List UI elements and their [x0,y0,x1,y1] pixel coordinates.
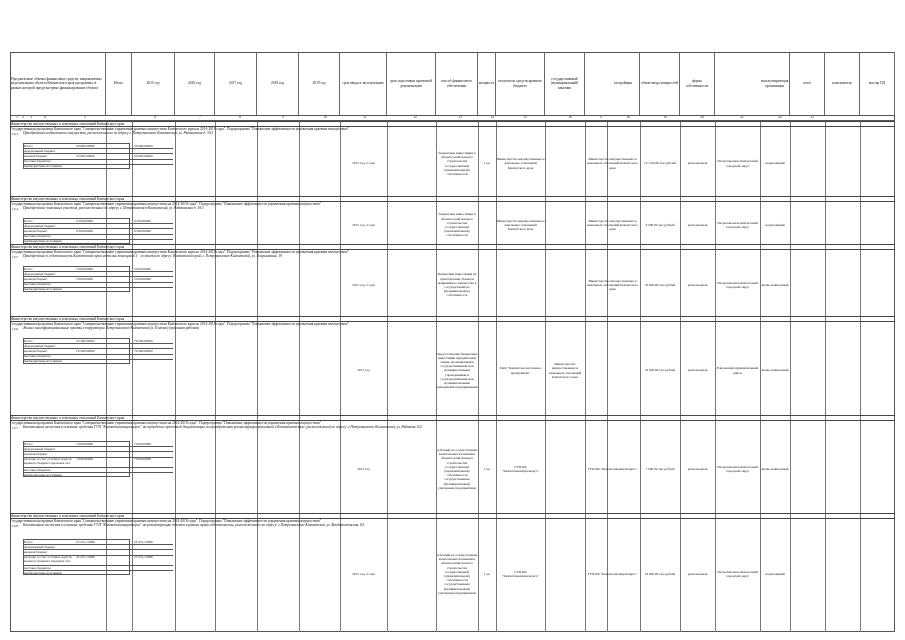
volume-cell: 33 000,00 тыс.рублей [644,571,676,576]
finance-row-label: расходы за счет остатков средств краевого бюджета прошлых лет [24,555,72,564]
finance-row-label: Итого [24,539,33,544]
builder-cell: ГУП КК "Камчатсккоммунэнерго" [587,571,638,576]
finance-row-2015: 50 600,00000 [134,143,153,148]
finance-row-total: 7 000,00000 [76,441,93,446]
finance-row-label: краевой бюджет [24,228,48,233]
finance-row-label: Итого [24,218,33,223]
item-number: 13.4 [12,207,18,211]
finance-row-2015: 9 500,00000 [134,218,151,223]
capacity-cell: 1 ед. [483,571,491,576]
ministry-heading: Министерство имущественных и земельных отношений Камчатского края [10,415,895,420]
finance-row-rule [23,354,173,355]
column-header: Итого [106,52,132,115]
report-cell: вновь начинаемый [761,282,789,287]
builder-cell: ГУП КК "Камчатсккоммунэнерго" [587,466,638,471]
builder-cell: Министерство имущественных и земельных отношений Камчатского края [586,278,639,292]
capacity-cell [478,328,496,413]
finance-row-label: внебюджетные источники [24,570,62,575]
volume-cell: 9 500,00 тыс.рублей [645,222,675,227]
term-cell: 2015 год, 2 года [352,161,375,166]
finance-row-2015: 23 251,14586 [134,539,153,544]
finance-row-rule [23,164,173,165]
column-header: мастер ПД [860,52,895,115]
operator-cell: Петропавловск-Камчатский городской округ [717,464,758,473]
finance-row-rule [23,549,173,550]
finance-row-rule [23,555,173,556]
column-number: 5 [84,115,86,119]
column-header: форма собственности [680,52,715,115]
finance-row-total: 5 000,00000 [76,266,93,271]
finance-row-label: местные бюджеты [24,282,51,287]
column-number: 13 [458,115,462,119]
finance-row-label: местные бюджеты [24,565,51,570]
ownership-cell: региональная [687,161,708,166]
finance-row-rule [23,348,173,349]
volume-cell: 111 100,00 тыс.рублей [644,161,676,166]
volume-cell: 70 000,00 тыс.рублей [644,282,676,287]
financing-method-cell: Предоставление бюджетных инвестиций юридическим лицам, не являющимся государственными или муниципальными учреждениями и государственными или муниципальными унитарными предприятиями [436,351,478,390]
object-title: Жилые многофункциональные пункты в территории Петропавловск-Камчатский (г. Елизово) (приемная рабочая) [23,326,200,330]
operator-cell: Петропавловск-Камчатский городской округ [717,220,758,229]
finance-row-2015: 79 500,00000 [134,338,153,343]
column-number: 9 [282,115,284,119]
finance-row-rule [23,153,173,154]
operator-cell: Петропавловск-Камчатский городской округ [717,280,758,289]
finance-row-label: федеральный бюджет [24,271,56,276]
finance-row-rule [23,239,173,240]
object-title: Капитальные вложения в основные средства ГУП "Камчатсккоммунэнерго" на реконструкцию объекта в рамках права собственности, расположенного по адресу: г.Петропавловск-Камчатский, ул. Владивостокская, 6/1 [23,523,365,527]
finance-row-rule [23,228,173,229]
finance-row-label: федеральный бюджет [24,148,56,153]
item-number: 13.5 [12,255,18,259]
report-cell: вновь начинаемый [761,368,789,373]
program-heading: Государственная программа Камчатского края "Совершенствование управления краевым имуществом на 2014-2018 годы". Подпрограмма "Повышение эффективности управления краевым имуществом" [10,518,895,523]
column-number: 16 [568,115,572,119]
finance-row-2015: 23 251,14586 [134,555,153,560]
ministry-heading: Министерство имущественных и земельных отношений Камчатского края [10,121,895,126]
column-number: 11 [363,115,367,119]
recipient-cell: Министерство имущественных и земельных отношений Камчатского края [496,157,545,170]
finance-row-label: внебюджетные источники [24,287,62,292]
column-number: 7 [199,115,201,119]
finance-row-label: Итого [24,338,33,343]
builder-cell [585,328,640,413]
financing-method-cell: субсидии на осуществление капитальных вложений в объекты капитального строительства государственной (муниципальной) собственности государственным (муниципальным) унитарным предприятиям [436,552,478,595]
term-cell: 2015 год, 2 года [352,222,375,227]
column-header: получатель средств краевого бюджета [496,52,545,115]
term-cell: 2015 год, 2 года [352,282,375,287]
recipient-cell: ГУП КК "Камчатсккоммунэнерго" [502,464,539,473]
ownership-cell: региональная [687,466,708,471]
finance-row-label: Итого [24,143,33,148]
column-header: отчет [790,52,825,115]
finance-row-total: 9 500,00000 [76,228,93,233]
financing-method-cell: бюджетные инвестиции в объекты капитального строительства государственной (муниципальной) собственности [438,212,476,238]
finance-row-total: 50 600,00000 [76,153,95,158]
object-title: Приобретение недвижимого имущества, расположенного по адресу г. Петропавловск-Камчатский, ул. Рябиковская д. 30/1 [23,131,214,135]
column-header: застройщик [607,52,640,115]
ownership-cell: региональная [687,368,708,373]
finance-row-rule [23,271,173,272]
finance-row-rule [23,457,173,458]
finance-row-label: местные бюджеты [24,354,51,359]
finance-row-rule [23,451,173,452]
finance-row-rule [23,276,173,277]
report-cell: переходящий [765,571,785,576]
finance-row-label: краевой бюджет [24,153,48,158]
finance-row-rule [23,467,173,468]
finance-row-2015: 5 000,00000 [134,276,151,281]
column-number: 20 [700,115,704,119]
finance-row-rule [23,446,173,447]
finance-row-label: местные бюджеты [24,234,51,239]
term-cell: 2015 год [357,466,370,471]
item-number: 13.6 [12,327,18,331]
finance-row-total: 79 500,00000 [76,348,95,353]
finance-row-label: краевой бюджет [24,549,48,554]
column-header: эксплуатирующая организация [760,52,790,115]
column-header: объем ввода мощностей [640,52,680,115]
column-header: государственный (муниципальный) заказчик [545,52,585,115]
column-number: 15 [523,115,527,119]
finance-row-label: федеральный бюджет [24,223,56,228]
program-heading: Государственная программа Камчатского края "Совершенствование управления краевым имуществом на 2014-2018 годы". Подпрограмма "Повышение эффективности управления краевым имуществом" [10,420,895,425]
ownership-cell: региональная [687,282,708,287]
customer-cell: Министерство имущественных и земельных отношений Камчатского края [548,362,582,379]
column-header: 2017 год [215,52,257,115]
finance-row-label: расходы за счет остатков средств краевого бюджета прошлых лет [24,457,72,466]
recipient-cell: Министерство имущественных и земельных отношений Камчатского края [496,218,545,232]
ministry-heading: Министерство имущественных и земельных отношений Камчатского края [10,316,895,321]
column-number: 21 [740,115,744,119]
finance-row-2015: 50 600,00000 [134,153,153,158]
finance-row-rule [23,343,173,344]
column-number: 4 [44,115,46,119]
header-rule [10,115,895,116]
column-number: 3 [30,115,32,119]
column-number: 23 [810,115,814,119]
program-heading: Государственная программа Камчатского края "Совершенствование управления краевым имуществом Камчатского края на 2014-2018 годы". Подпрограмма "Повышение эффективности управления краевым имуществом" [10,126,895,131]
finance-row-label: внебюджетные источники [24,359,62,364]
capacity-cell [478,256,496,314]
operator-cell: Петропавловск-Камчатский городской округ [717,569,758,578]
volume-cell: 7 000,00 тыс.рублей [645,466,675,471]
column-header: пользователь [825,52,860,115]
column-number: 18 [626,115,630,119]
column-number: 17 [599,115,603,119]
term-cell: 2015 год [357,368,370,373]
object-title: Приобретение земельных участков, расположенных по адресу г. Петропавловск-Камчатский, ул. Рябиковская д. 30/1 [23,206,204,210]
finance-row-rule [23,472,173,473]
volume-cell: 79 500,00 тыс.рублей [644,368,676,373]
column-number: 12 [413,115,417,119]
financing-method-cell: бюджетные инвестиции на приобретение объектов недвижимого имущества в государственную (муниципальную) собственность [437,272,477,298]
column-header: срок ввода в эксплуатацию [340,52,387,115]
report-cell: вновь начинаемый [761,466,789,471]
finance-row-label: краевой бюджет [24,276,48,281]
financing-method-cell: субсидии на осуществление капитальных вложений в объекты капитального строительства государственной (муниципальной) собственности государственным (муниципальным) унитарным предприятиям [436,447,478,490]
finance-row-label: федеральный бюджет [24,343,56,348]
capacity-cell: 1 ед. [483,466,491,471]
ministry-heading: Министерство имущественных и земельных отношений Камчатского края [10,513,895,518]
finance-row-label: краевой бюджет [24,348,48,353]
object-title: Приобретение в собственность Камчатского края нежилых помещений 1 - го этажа по адресу: Камчатский край, г. Петропавловск-Камчатский, ул. Пограничная, 19 [23,254,282,258]
report-cell: переходящий [765,222,785,227]
column-number: 8 [239,115,241,119]
operator-cell: Петропавловск-Камчатский городской округ [717,159,758,168]
column-header: мощность [478,52,496,115]
finance-row-2015: 7 000,00000 [134,441,151,446]
finance-row-rule [23,234,173,235]
item-number: 13.8 [12,524,18,528]
finance-row-rule [23,223,173,224]
program-heading: Государственная программа Камчатского края "Совершенствование управления краевым имуществом Камчатского края на 2014-2018 годы". Подпрограмма "Повышение эффективности управления краевым имуществом" [10,321,895,326]
finance-row-label: внебюджетные источники [24,164,62,169]
finance-row-rule [23,565,173,566]
finance-row-label: федеральный бюджет [24,446,56,451]
column-number: 22 [778,115,782,119]
capacity-cell [478,208,496,242]
finance-row-total: 5 000,00000 [76,276,93,281]
column-number: 2 [22,115,24,119]
column-header: Предлагаемые объемы финансовых средств, направляемых на реализацию объекта Камчатского края программы, в рамках которой предусмотрено финансирование объекта [10,52,106,115]
builder-cell: Министерство имущественных и земельных отношений Камчатского края [586,218,639,232]
finance-row-label: Итого [24,441,33,446]
finance-row-2015: 9 500,00000 [134,228,151,233]
column-header: 2016 год [175,52,215,115]
finance-row-total: 9 500,00000 [76,218,93,223]
ownership-cell: региональная [687,222,708,227]
item-number: 13.3 [12,132,18,136]
finance-row-total: 7 000,00000 [76,457,93,462]
finance-row-label: местные бюджеты [24,467,51,472]
finance-row-total: 50 600,00000 [76,143,95,148]
column-header: 2015 год [132,52,175,115]
report-cell: переходящий [765,161,785,166]
ministry-heading: Министерство имущественных и земельных отношений Камчатского края [10,196,895,201]
ownership-cell: региональная [687,571,708,576]
finance-row-total: 79 500,00000 [76,338,95,343]
finance-row-rule [23,544,173,545]
finance-row-2015: 5 000,00000 [134,266,151,271]
recipient-cell: ГУП КК "Камчатсккоммунэнерго" [502,569,539,578]
operator-cell: Елизовский муниципальный район [716,366,759,375]
finance-row-total: 23 251,14586 [76,539,95,544]
column-header: 2019 год [299,52,340,115]
column-number: 1 [16,115,18,119]
finance-row-2015: 7 000,00000 [134,457,151,462]
finance-row-rule [23,159,173,160]
finance-row-label: внебюджетные источники [24,239,62,244]
finance-row-label: краевой бюджет [24,451,48,456]
finance-row-rule [23,282,173,283]
finance-row-label: Итого [24,266,33,271]
column-number: 19 [663,115,667,119]
column-header: способ финансового обеспечения [436,52,478,115]
recipient-cell [496,256,545,314]
column-header: срок подготовки проектной документации [387,52,436,115]
builder-cell: Министерство имущественных и земельных отношений Камчатского края [586,157,639,170]
finance-row-label: внебюджетные источники [24,472,62,477]
item-number: 13.7 [12,426,18,430]
finance-row-label: федеральный бюджет [24,544,56,549]
finance-row-rule [23,287,173,288]
column-number: 6 [154,115,156,119]
finance-row-label: местные бюджеты [24,159,51,164]
program-heading: Государственная программа Камчатского края "Совершенствование управления краевым имуществом Камчатского края на 2014-2018 годы". Подпрограмма "Повышение эффективности управления краевым имуществом" [10,249,895,254]
term-cell: 2015 год, 2 года [352,571,375,576]
object-title: Капитальные вложения в основные средства ГУП "Камчатсккоммунэнерго" на проведение проектной документации по приобретению реконструкции котельной в Камчатском крае, расположенной по адресу: г.Петропавловск-Камчатский, ул. Рябикова, 6/2 [23,425,422,429]
recipient-cell: ОАО "Камчатское ипотечное предприятие" [499,366,542,375]
capacity-cell: 1 ед. [483,161,491,166]
finance-row-total: 23 251,14586 [76,555,95,560]
ministry-heading: Министерство имущественных и земельных отношений Камчатского края [10,244,895,249]
finance-row-2015: 79 500,00000 [134,348,153,353]
financing-method-cell: бюджетные инвестиции в объекты капитального строительства государственной (муниципальной) собственности [438,150,476,176]
column-number: 14 [490,115,494,119]
finance-row-rule [23,359,173,360]
finance-row-rule [23,148,173,149]
program-heading: Государственная программа Камчатского края "Совершенствование управления краевым имуществом на 2014-2018 годы". Подпрограмма "Повышение эффективности управления краевым имуществом" [10,201,895,206]
column-number: 10 [323,115,327,119]
finance-row-rule [23,570,173,571]
column-header: 2018 год [257,52,299,115]
